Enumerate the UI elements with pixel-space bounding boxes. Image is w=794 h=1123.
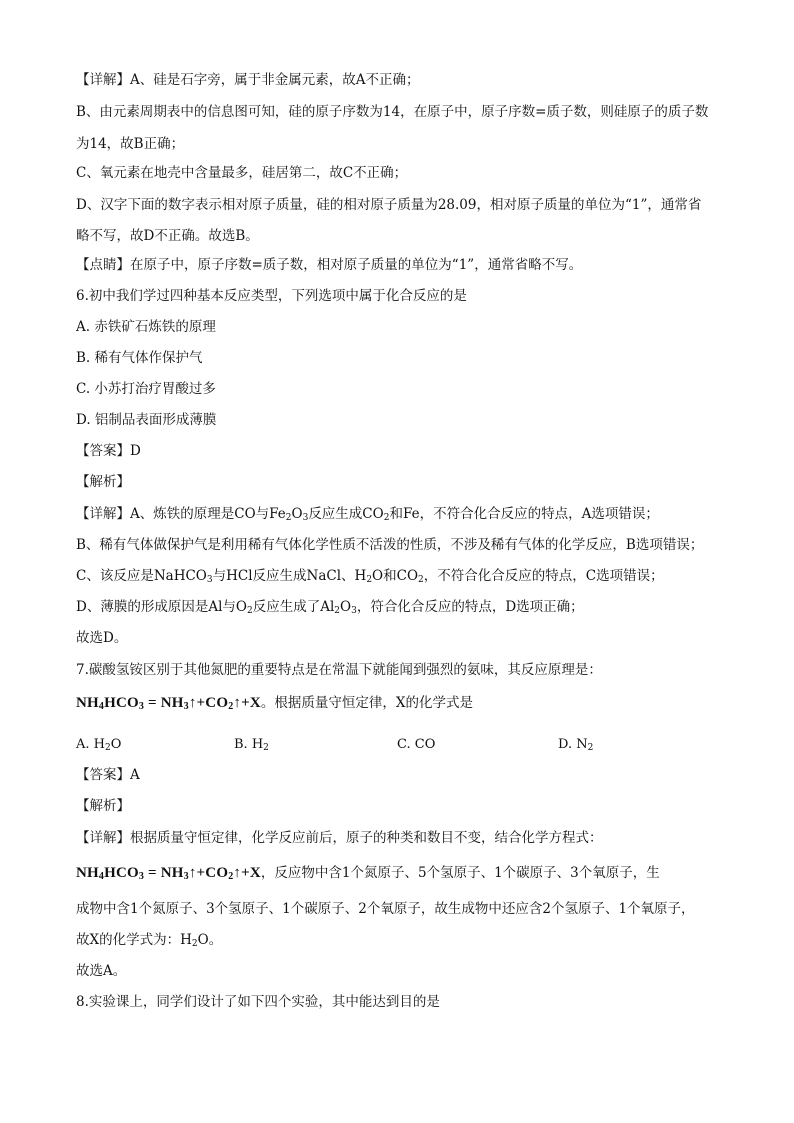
tip-line: 【点睛】在原子中，原子序数=质子数，相对原子质量的单位为“1”，通常省略不写。 [76,257,583,273]
text: B. H [234,737,264,752]
detail-line [76,931,222,949]
subscript: 2 [105,743,111,753]
detail-line: 【详解】A、硅是石字旁，属于非金属元素，故A不正确； [76,72,420,88]
option-c: C. CO [397,737,436,752]
subscript: 2 [246,606,253,616]
eq-sub: 3 [183,701,189,712]
detail-line: 【详解】根据质量守恒定律，化学反应前后，原子的种类和数目不变，结合化学方程式： [76,830,603,846]
detail-line: B、稀有气体做保护气是利用稀有气体化学性质不活泼的性质，不涉及稀有气体的化学反应，B选项错误； [76,537,704,553]
conclusion-6: 故选D。 [76,630,128,646]
subscript: 2 [366,575,373,585]
eq-sub: 3 [138,871,145,882]
analysis-heading: 【解析】 [76,798,130,814]
eq-sub: 3 [183,871,189,882]
option-a: A. 赤铁矿石炼铁的原理 [76,319,216,335]
eq-sub: 3 [138,701,145,712]
subscript: 3 [351,606,357,616]
text: D、薄膜的形成原因是Al与O [76,599,247,615]
eq-sub: 4 [98,871,105,882]
question-7: 7.碳酸氢铵区别于其他氮肥的重要特点是在常温下就能闻到强烈的氨味，其反应原理是： [76,662,602,678]
text: C、该反应是NaHCO [76,568,207,584]
eq-sub: 2 [228,871,234,882]
text: O [340,599,352,615]
detail-line [76,567,664,585]
eq-part: HCO [104,865,139,881]
detail-line: D、汉字下面的数字表示相对原子质量，硅的相对原子质量为28.09，相对原子质量的单位为“1”，通常省 [76,197,702,213]
text: 与HCl反应生成NaCl、H [212,568,367,584]
detail-line: 成物中含1个氮原子、3个氢原子、1个碳原子、2个氧原子，故生成物中还应含2个氢原子、1个氧原子， [76,901,695,917]
question-6: 6.初中我们学过四种基本反应类型，下列选项中属于化合反应的是 [76,288,467,304]
option-d: D. 铝制品表面形成薄膜 [76,412,217,428]
eq-sub: 4 [98,701,105,712]
option-b: B. 稀有气体作保护气 [76,350,203,366]
analysis-heading: 【解析】 [76,474,130,490]
subscript: 2 [285,513,292,523]
equation-line [76,864,660,882]
eq-part: HCO [104,695,139,711]
eq-sub: 2 [228,701,234,712]
option-c: C. 小苏打治疗胃酸过多 [76,381,216,397]
eq-part: ↑+CO [188,695,229,711]
text: O。 [197,932,223,948]
answer-6: 【答案】D [76,443,141,459]
chemical-equation [76,695,261,711]
text: D. N [558,737,588,752]
detail-line [76,598,584,616]
text: 反应生成CO [308,506,384,522]
eq-part: NH [76,695,99,711]
question-8: 8.实验课上，同学们设计了如下四个实验，其中能达到目的是 [76,994,440,1010]
subscript: 2 [383,513,390,523]
subscript: 3 [206,575,213,585]
option-b [234,736,269,754]
eq-part: ↑+CO [188,865,229,881]
eq-part: ↑+X [233,865,261,881]
text: O [291,506,303,522]
text: O和CO [372,568,419,584]
eq-part: = NH [144,695,184,711]
text: 故X的化学式为：H [76,932,192,948]
text: 和Fe，不符合化合反应的特点，A选项错误； [389,506,659,522]
eq-part: = NH [144,865,184,881]
option-a [76,736,121,754]
eq-part: ↑+X [233,695,261,711]
conclusion-7: 故选A。 [76,963,127,979]
detail-line: 为14，故B正确； [76,136,185,152]
subscript: 2 [418,575,424,585]
equation-line [76,694,473,712]
detail-line: B、由元素周期表中的信息图可知，硅的原子序数为14，在原子中，原子序数=质子数，则硅原子的质子数 [76,104,709,120]
detail-line: C、氧元素在地壳中含量最多，硅居第二，故C不正确； [76,165,408,181]
text: A. H [76,737,105,752]
subscript: 2 [587,743,594,753]
subscript: 2 [191,939,198,949]
subscript: 2 [263,743,269,753]
text: 。根据质量守恒定律，X的化学式是 [260,695,474,711]
text: O [110,737,122,752]
subscript: 3 [302,513,309,523]
text: ，符合化合反应的特点，D选项正确； [356,599,584,615]
option-d [558,736,593,754]
text: 反应生成了Al [252,599,335,615]
eq-part: NH [76,865,99,881]
text: ，反应物中含1个氮原子、5个氢原子、1个碳原子、3个氧原子，生 [260,865,660,881]
answer-7: 【答案】A [76,767,140,783]
chemical-equation [76,865,261,881]
text: ，不符合化合反应的特点，C选项错误； [423,568,664,584]
text: 【详解】A、炼铁的原理是CO与Fe [76,506,286,522]
detail-line: 略不写，故D不正确。故选B。 [76,228,259,244]
detail-line [76,505,659,523]
subscript: 2 [334,606,341,616]
